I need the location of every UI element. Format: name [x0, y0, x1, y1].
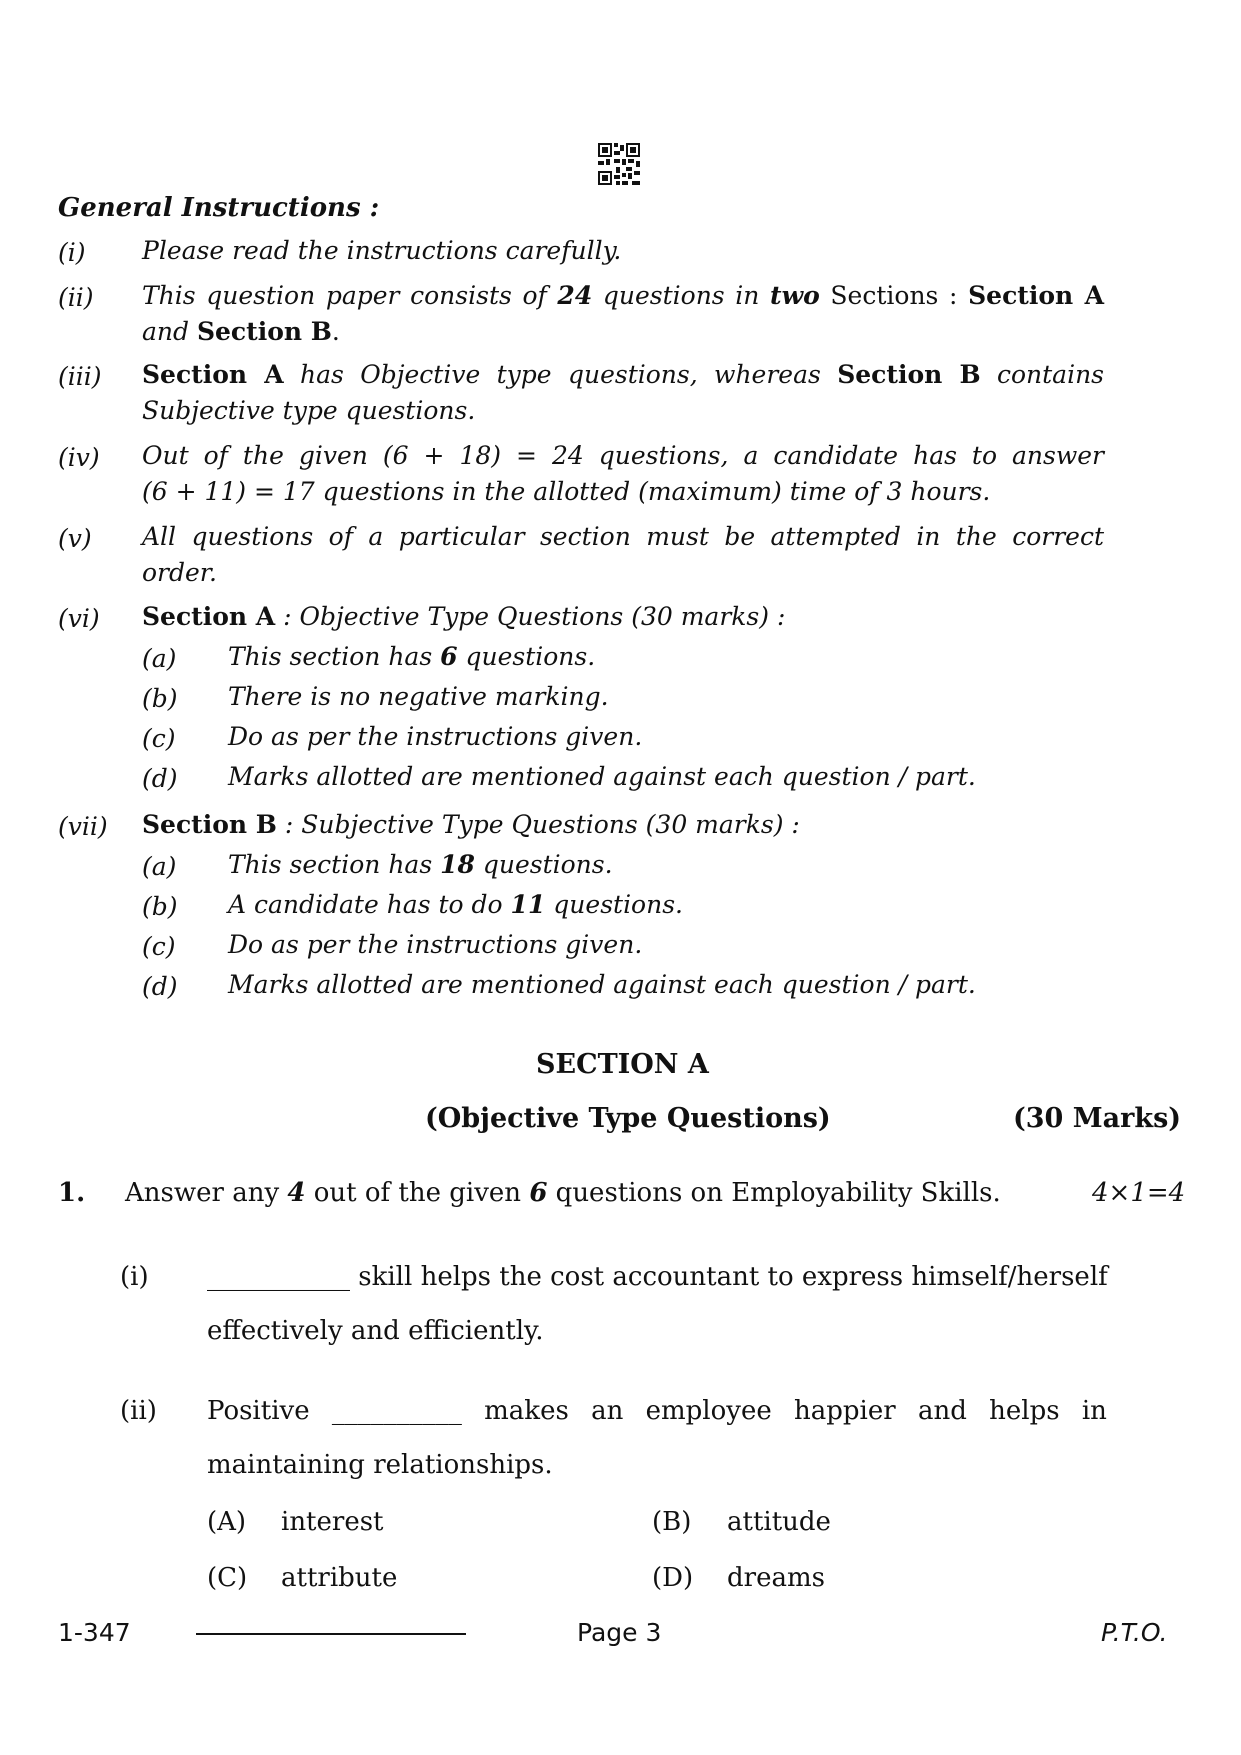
- subquestion-text: Positive __________ makes an employee happier and helps in: [207, 1396, 1107, 1426]
- sub-instruction-text: Do as per the instructions given.: [228, 930, 643, 959]
- option-label: (D): [652, 1563, 694, 1593]
- sub-instruction-number: (d): [142, 972, 178, 1001]
- sub-instruction-text: Do as per the instructions given.: [228, 722, 643, 751]
- instruction-number: (vi): [58, 604, 100, 633]
- instruction-number: (ii): [58, 283, 94, 312]
- instruction-number: (v): [58, 524, 92, 553]
- sub-instruction-text: This section has 18 questions.: [228, 850, 613, 879]
- instructions-title: General Instructions :: [58, 193, 380, 223]
- sub-instruction-text: A candidate has to do 11 questions.: [228, 890, 683, 919]
- paper-code: 1-347: [58, 1618, 131, 1647]
- instruction-number: (vii): [58, 812, 108, 841]
- sub-instruction-text: There is no negative marking.: [228, 682, 609, 711]
- instruction-text: Subjective type questions.: [142, 396, 476, 425]
- pto-label: P.T.O.: [1101, 1618, 1168, 1647]
- question-text: Answer any 4 out of the given 6 questions on Employability Skills.: [125, 1178, 1001, 1208]
- sub-instruction-text: Marks allotted are mentioned against each question / part.: [228, 970, 976, 999]
- option-a[interactable]: interest: [281, 1507, 384, 1537]
- subquestion-number: (i): [120, 1262, 149, 1292]
- sub-instruction-number: (c): [142, 932, 176, 961]
- option-label: (B): [652, 1507, 692, 1537]
- sub-instruction-number: (a): [142, 852, 177, 881]
- sub-instruction-number: (a): [142, 644, 177, 673]
- instruction-number: (iv): [58, 443, 100, 472]
- instruction-text: All questions of a particular section must be attempted in the correct: [142, 522, 1104, 551]
- instruction-text: Section A has Objective type questions, whereas Section B contains: [142, 360, 1104, 389]
- sub-instruction-number: (b): [142, 892, 178, 921]
- sub-instruction-text: Marks allotted are mentioned against each question / part.: [228, 762, 976, 791]
- instruction-text: and Section B.: [142, 317, 340, 346]
- sub-instruction-number: (c): [142, 724, 176, 753]
- question-marks: 4×1=4: [1092, 1178, 1186, 1208]
- page-number: Page 3: [577, 1618, 662, 1647]
- question-number: 1.: [58, 1178, 86, 1208]
- answer-blank[interactable]: __________: [331, 1396, 462, 1426]
- subquestion-text: maintaining relationships.: [207, 1450, 553, 1480]
- section-title: SECTION A: [536, 1049, 709, 1080]
- instruction-text: This question paper consists of 24 questions in two Sections : Section A: [142, 281, 1104, 310]
- option-b[interactable]: attitude: [727, 1507, 831, 1537]
- section-a-instruction-heading: Section A : Objective Type Questions (30 marks) :: [142, 602, 786, 631]
- qr-code-icon: [598, 143, 640, 185]
- section-subtitle: (Objective Type Questions): [425, 1103, 831, 1134]
- instruction-text: Out of the given (6 + 18) = 24 questions, a candidate has to answer: [142, 441, 1104, 470]
- sub-instruction-number: (d): [142, 764, 178, 793]
- section-marks: (30 Marks): [1013, 1103, 1182, 1134]
- option-c[interactable]: attribute: [281, 1563, 398, 1593]
- instruction-text: (6 + 11) = 17 questions in the allotted (maximum) time of 3 hours.: [142, 477, 991, 506]
- sub-instruction-number: (b): [142, 684, 178, 713]
- answer-blank[interactable]: ___________: [207, 1262, 350, 1292]
- option-d[interactable]: dreams: [727, 1563, 825, 1593]
- instruction-text: order.: [142, 558, 217, 587]
- footer-divider: [196, 1633, 466, 1635]
- sub-instruction-text: This section has 6 questions.: [228, 642, 596, 671]
- subquestion-text: effectively and efficiently.: [207, 1316, 544, 1346]
- instruction-number: (i): [58, 238, 86, 267]
- subquestion-text: ___________ skill helps the cost accountant to express himself/herself: [207, 1262, 1108, 1292]
- instruction-text: Please read the instructions carefully.: [142, 236, 622, 265]
- section-b-instruction-heading: Section B : Subjective Type Questions (30 marks) :: [142, 810, 800, 839]
- option-label: (C): [207, 1563, 248, 1593]
- option-label: (A): [207, 1507, 247, 1537]
- instruction-number: (iii): [58, 362, 102, 391]
- subquestion-number: (ii): [120, 1396, 157, 1426]
